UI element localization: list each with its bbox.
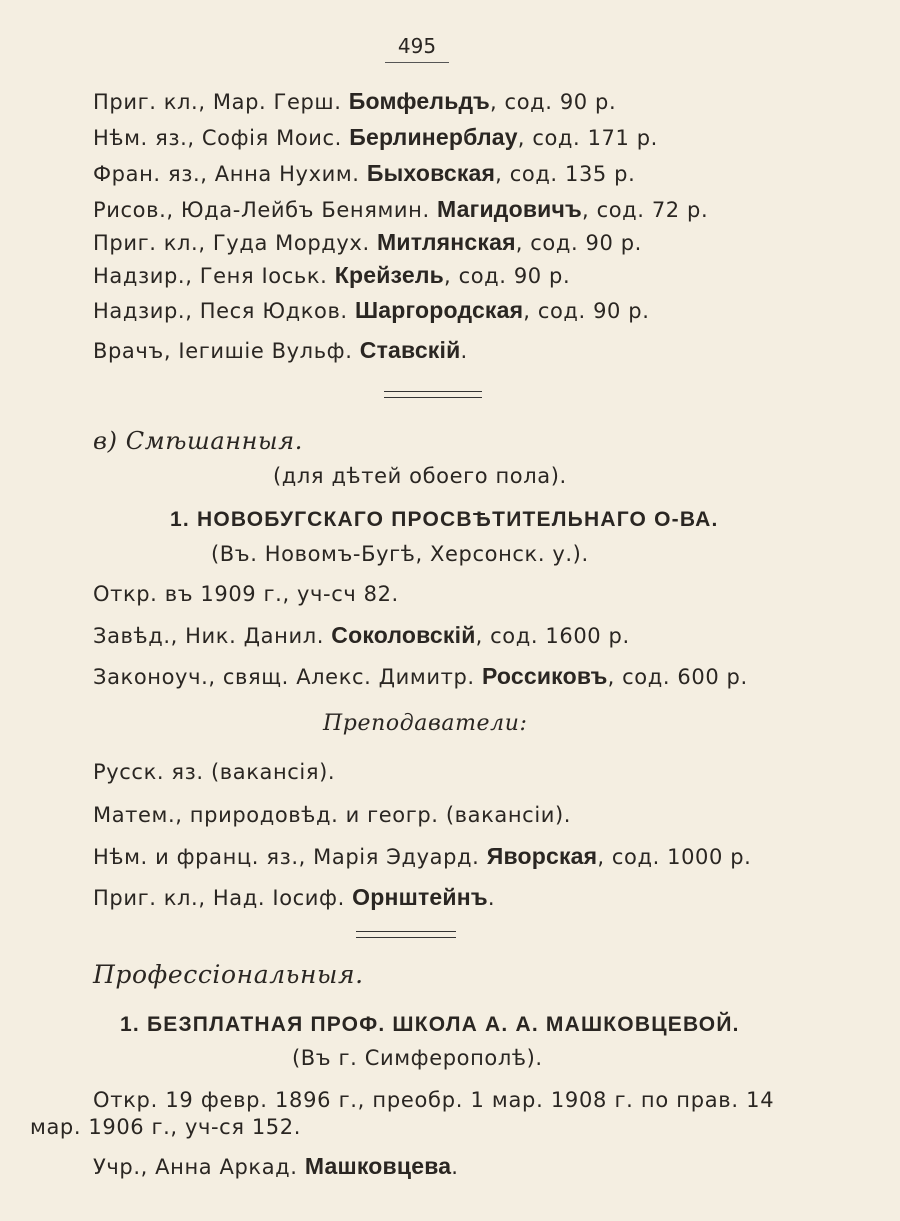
staff-line: Фран. яз., Анна Нухим. Быховская, сод. 135 р. bbox=[93, 160, 636, 186]
teacher-line: Приг. кл., Над. Іосиф. Орнштейнъ. bbox=[93, 884, 496, 910]
staff-line: Надзир., Геня Іоськ. Крейзель, сод. 90 р. bbox=[93, 262, 571, 288]
teachers-heading: Преподаватели: bbox=[323, 711, 528, 736]
staff-line: Приг. кл., Гуда Мордух. Митлянская, сод. 90 р. bbox=[93, 229, 642, 255]
staff-line: Надзир., Песя Юдков. Шаргородская, сод. 90 р. bbox=[93, 297, 650, 323]
surname: Ставскій bbox=[359, 337, 461, 363]
founder-line: Учр., Анна Аркад. Машковцева. bbox=[93, 1153, 459, 1179]
staff-line: Врачъ, Іегишіе Вульф. Ставскій. bbox=[93, 337, 468, 363]
surname: Митлянская bbox=[377, 229, 516, 255]
head-line: Завѣд., Ник. Данил. Соколовскій, сод. 1600 р. bbox=[93, 622, 630, 648]
staff-line: Приг. кл., Мар. Герш. Бомфельдъ, сод. 90 р. bbox=[93, 88, 617, 114]
section-heading: в) Смѣшанныя. bbox=[93, 427, 303, 455]
teacher-line: Матем., природовѣд. и геогр. (вакансіи). bbox=[93, 803, 572, 827]
school-location: (Въ. Новомъ-Бугѣ, Херсонск. у.). bbox=[211, 542, 589, 566]
teacher-line: Русск. яз. (вакансія). bbox=[93, 760, 336, 784]
surname: Магидовичъ bbox=[437, 196, 583, 222]
teacher-line: Нѣм. и франц. яз., Марія Эдуард. Яворская, сод. 1000 р. bbox=[93, 843, 752, 869]
opened-line-continued: мар. 1906 г., уч-ся 152. bbox=[30, 1115, 301, 1139]
surname: Яворская bbox=[486, 843, 598, 869]
section-heading: Профессіональныя. bbox=[93, 960, 364, 989]
surname: Машковцева bbox=[304, 1153, 452, 1179]
surname: Бомфельдъ bbox=[348, 88, 490, 114]
page-number-rule bbox=[385, 62, 449, 63]
surname: Соколовскій bbox=[331, 622, 476, 648]
staff-line: Нѣм. яз., Софія Моис. Берлинерблау, сод. 171 р. bbox=[93, 124, 658, 150]
double-rule-divider bbox=[384, 391, 482, 398]
school-location: (Въ г. Симферополѣ). bbox=[292, 1046, 543, 1070]
opened-line: Откр. 19 февр. 1896 г., преобр. 1 мар. 1908 г. по прав. 14 bbox=[93, 1088, 775, 1112]
surname: Россиковъ bbox=[481, 663, 608, 689]
opened-line: Откр. въ 1909 г., уч-сч 82. bbox=[93, 582, 399, 606]
staff-line: Рисов., Юда-Лейбъ Бенямин. Магидовичъ, сод. 72 р. bbox=[93, 196, 709, 222]
surname: Быховская bbox=[366, 160, 496, 186]
surname: Шаргородская bbox=[354, 297, 524, 323]
school-title: 1. БЕЗПЛАТНАЯ ПРОФ. ШКОЛА А. А. МАШКОВЦЕВОЙ. bbox=[120, 1013, 740, 1036]
surname: Орнштейнъ bbox=[352, 884, 488, 910]
school-title: 1. НОВОБУГСКАГО ПРОСВѢТИТЕЛЬНАГО О-ВА. bbox=[170, 508, 719, 531]
priest-line: Законоуч., свящ. Алекс. Димитр. Россиковъ, сод. 600 р. bbox=[93, 663, 748, 689]
section-subheading: (для дѣтей обоего пола). bbox=[273, 464, 567, 488]
surname: Крейзель bbox=[334, 262, 445, 288]
page-number: 495 bbox=[397, 34, 437, 58]
double-rule-divider bbox=[356, 931, 456, 938]
surname: Берлинерблау bbox=[349, 124, 518, 150]
